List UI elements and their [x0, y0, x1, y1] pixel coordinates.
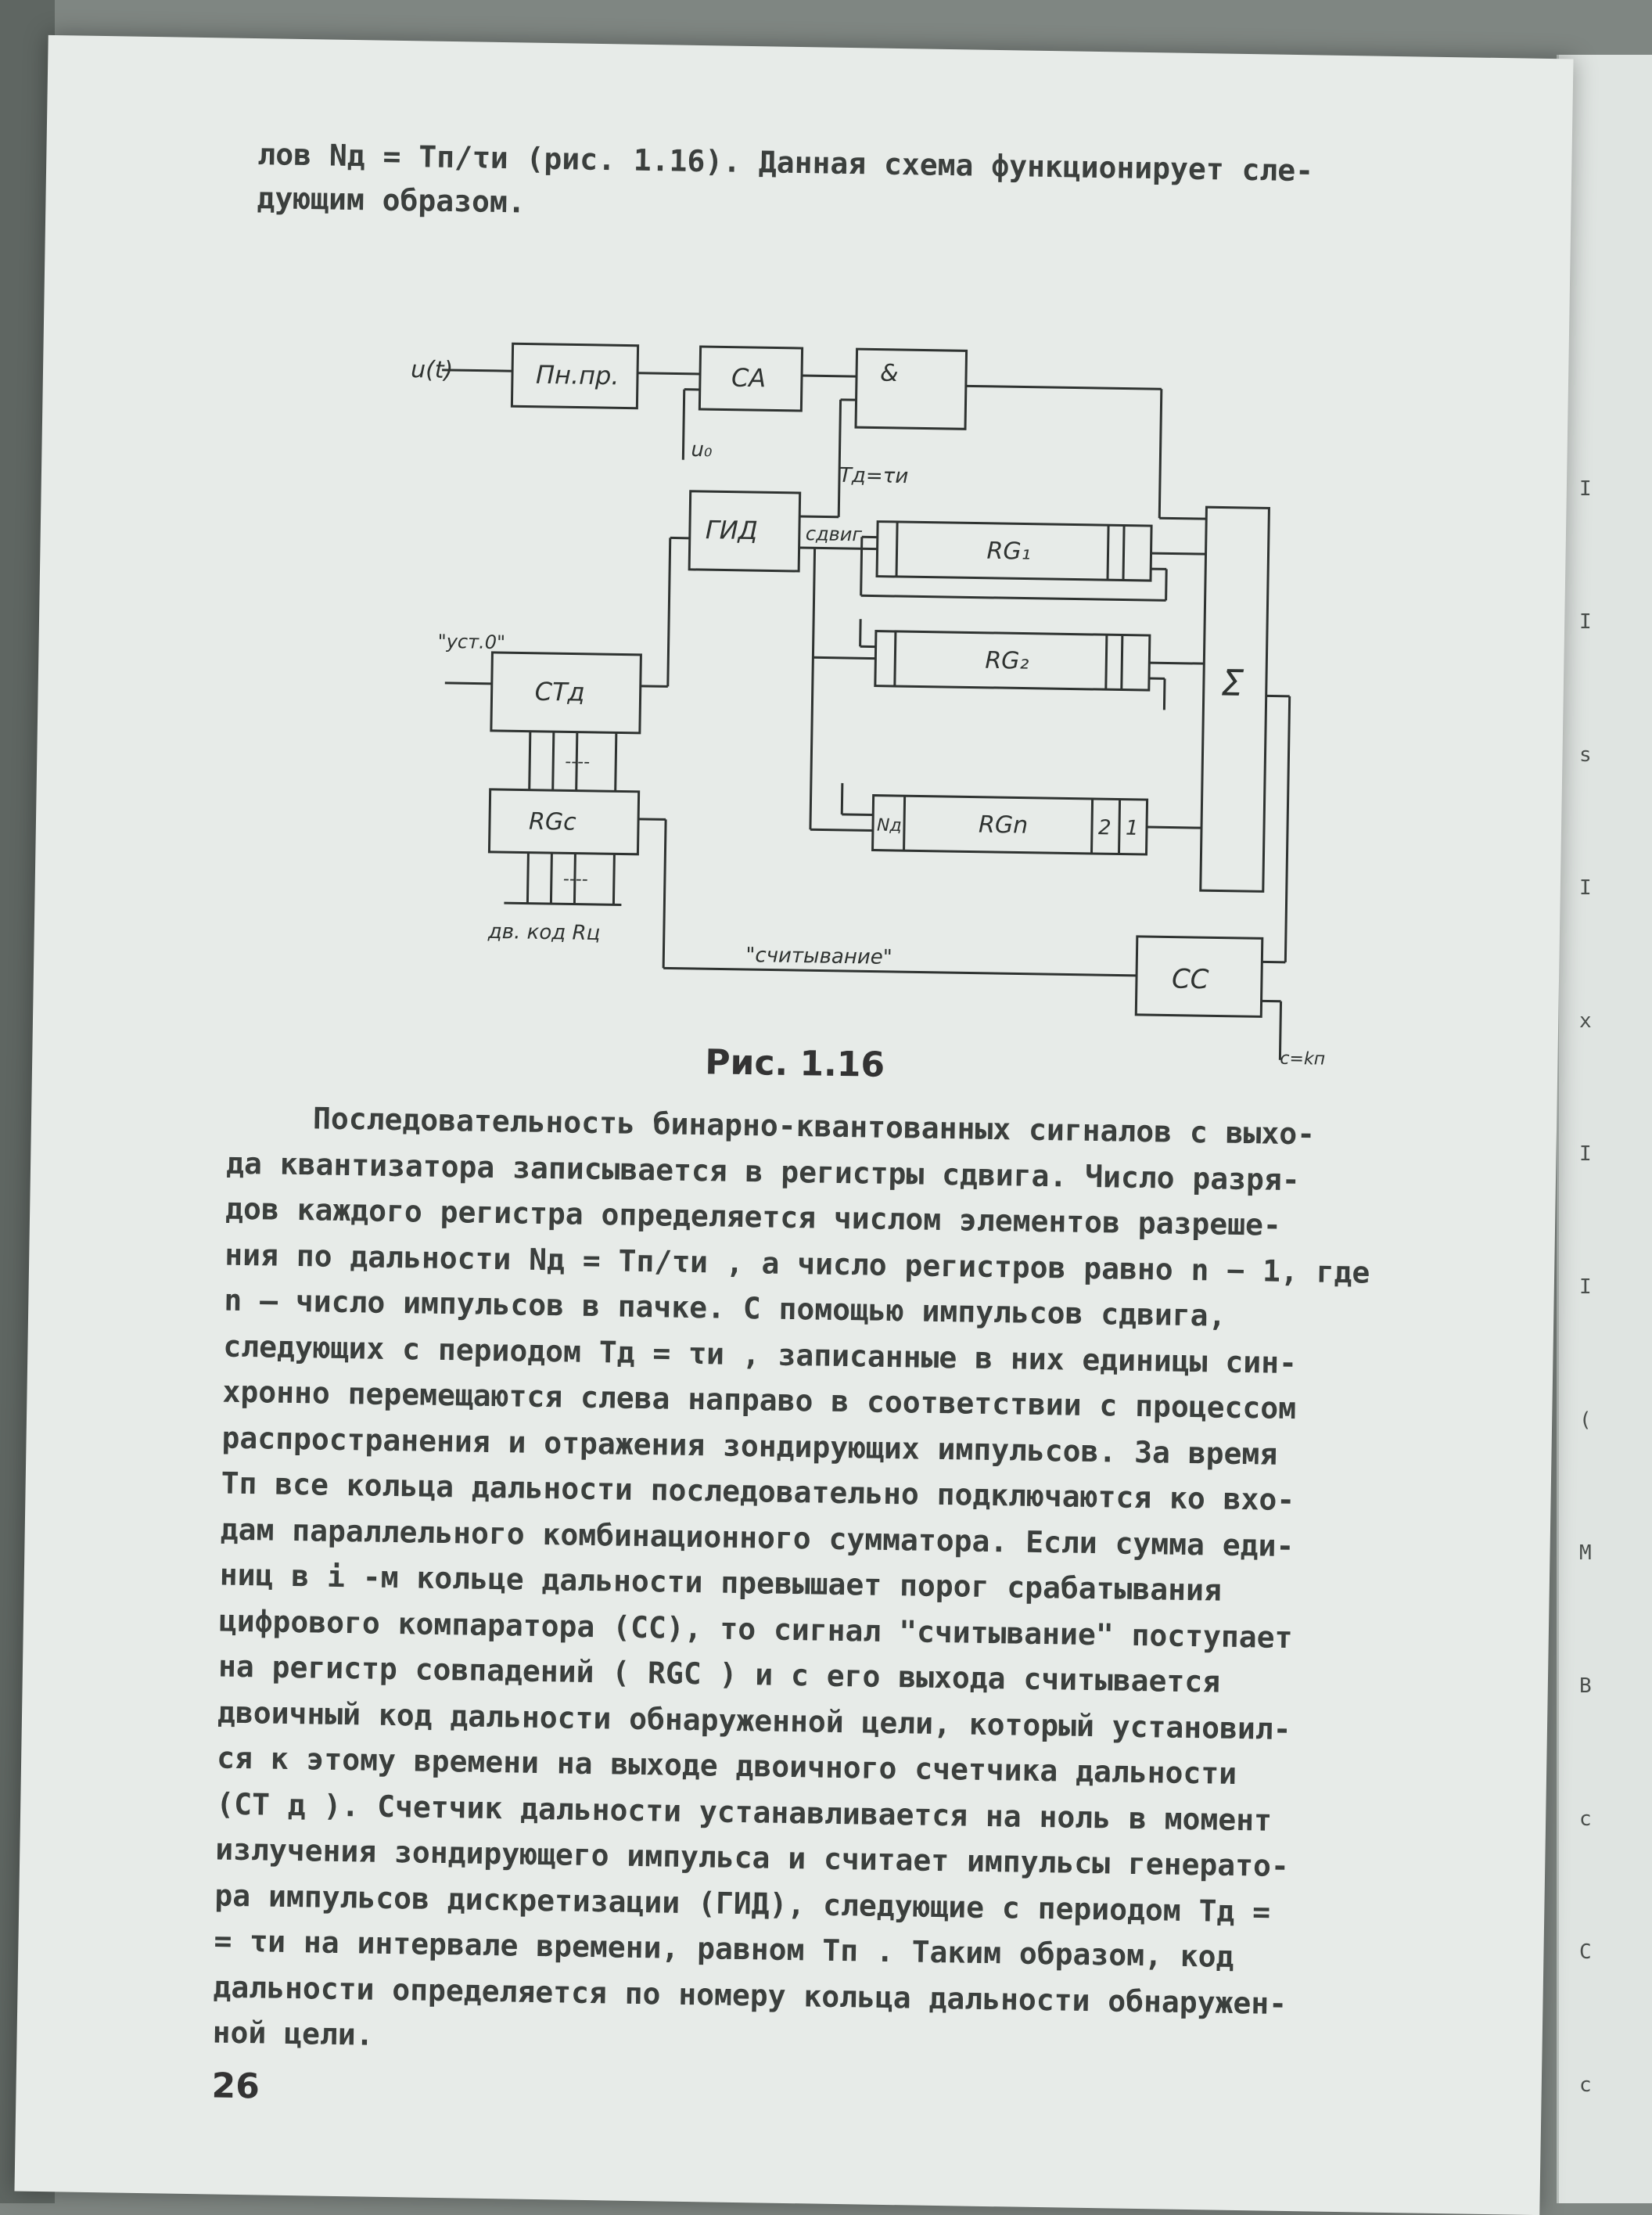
body-line: двоичный код дальности обнаруженной цели, который установил- [217, 1689, 1470, 1755]
book-page [14, 35, 1573, 2215]
body-line: хронно перемещаются слева направо в соответствии с процессом [222, 1369, 1474, 1435]
intro-line: дующим образом. [257, 176, 1478, 239]
edge-mark: I [1579, 610, 1592, 634]
threshold-label: u₀ [691, 438, 713, 462]
body-line: следующих с периодом Tд = τи , записанные в них единицы син- [223, 1323, 1475, 1389]
edge-mark: I [1579, 1142, 1592, 1166]
bus-dots-upper: ---- [565, 752, 590, 771]
facing-page-edge [1557, 55, 1652, 2203]
page-number: 26 [211, 2064, 260, 2109]
register-1-label: RG₁ [986, 538, 1031, 566]
register-n-cell-1: 1 [1126, 817, 1139, 840]
register-n-first-cell: Nд [877, 816, 902, 836]
figure-caption: Рис. 1.16 [32, 1030, 1558, 1099]
coincidence-register-label: RGс [529, 808, 577, 836]
body-line: Tп все кольца дальности последовательно подключаются ко вхо- [221, 1461, 1473, 1526]
edge-mark: s [1579, 743, 1592, 767]
edge-mark: M [1579, 1541, 1592, 1565]
body-line: на регистр совпадений ( RGС ) и с его выхода считывается [218, 1644, 1471, 1710]
intro-paragraph [257, 132, 1478, 239]
block-diagram [368, 275, 1390, 1073]
edge-mark: c [1579, 2073, 1592, 2097]
edge-mark: I [1579, 876, 1592, 900]
quantizer-label: СА [731, 363, 767, 394]
preprocessor-label: Пн.пр. [536, 360, 620, 391]
intro-line: лов Nд = Tп/τи (рис. 1.16). Данная схема функционирует сле- [257, 132, 1478, 195]
register-2-label: RG₂ [985, 647, 1029, 675]
body-line: дам параллельного комбинационного сумматора. Если сумма еди- [220, 1506, 1472, 1572]
body-line: ся к этому времени на выходе двоичного счетчика дальности [217, 1735, 1469, 1801]
body-line: ния по дальности Nд = Tп/τи , а число регистров равно n − 1, где [224, 1232, 1477, 1297]
body-line: ра импульсов дискретизации (ГИД), следующие с периодом Tд = [214, 1872, 1467, 1938]
edge-mark: c [1579, 1807, 1592, 1831]
reset-label: "уст.0" [437, 631, 505, 653]
body-line: n – число импульсов в пачке. С помощью импульсов сдвига, [224, 1278, 1476, 1343]
body-line: дов каждого регистра определяется числом элементов разреше- [225, 1186, 1478, 1252]
edge-mark: B [1579, 1674, 1592, 1698]
body-line: распространения и отражения зондирующих импульсов. За время [221, 1415, 1474, 1480]
body-line: дальности определяется по номеру кольца дальности обнаружен- [213, 1964, 1465, 2030]
edge-mark: I [1579, 477, 1592, 501]
binary-code-label: дв. код Rц [487, 920, 601, 945]
adder-label: Σ [1221, 662, 1244, 704]
and-gate-block [856, 349, 967, 429]
edge-mark: x [1579, 1009, 1592, 1033]
body-line: ной цели. [212, 2009, 1464, 2075]
readout-label: "считывание" [745, 944, 892, 969]
body-line: ниц в i -м кольце дальности превышает порог срабатывания [219, 1552, 1471, 1618]
range-counter-label: СТд [534, 677, 585, 707]
body-line: Последовательность бинарно-квантованных сигналов с выхо- [227, 1095, 1479, 1160]
edge-mark: I [1579, 1275, 1592, 1299]
and-gate-label: & [880, 360, 899, 387]
register-n-label: RGn [979, 811, 1029, 840]
comparator-label: СС [1172, 964, 1209, 996]
input-signal-label: u(t) [411, 356, 454, 384]
period-label: Tд=τи [839, 464, 909, 488]
shift-label: сдвиг [806, 523, 863, 545]
edge-mark: ( [1579, 1408, 1592, 1432]
body-line: излучения зондирующего импульса и считает импульсы генерато- [215, 1827, 1467, 1893]
c-label: c=kп [1280, 1049, 1325, 1070]
body-line: (СТ д ). Счетчик дальности устанавливается на ноль в момент [216, 1781, 1468, 1846]
body-line: цифрового компаратора (СС), то сигнал "считывание" поступает [219, 1598, 1471, 1663]
gid-label: ГИД [706, 515, 758, 545]
register-n-cell-2: 2 [1098, 816, 1112, 840]
body-line: = τи на интервале времени, равном Tп . Таким образом, код [214, 1918, 1466, 1983]
body-line: да квантизатора записывается в регистры сдвига. Число разря- [226, 1140, 1478, 1206]
edge-mark: C [1579, 1940, 1592, 1964]
body-paragraph [212, 1095, 1478, 2075]
bus-dots-lower: ---- [563, 869, 588, 889]
